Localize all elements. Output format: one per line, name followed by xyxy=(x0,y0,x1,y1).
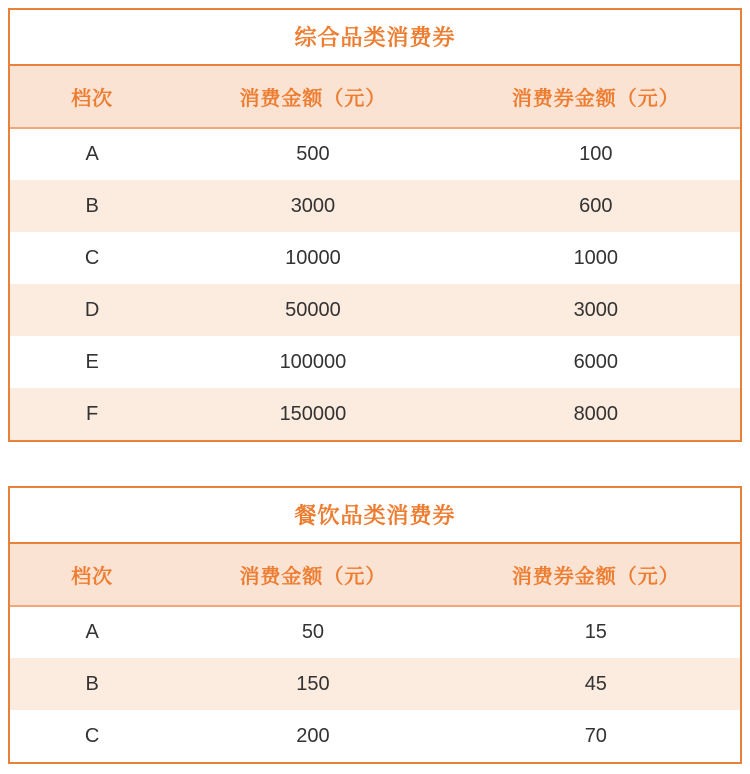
tier-cell: B xyxy=(10,658,174,710)
table-row xyxy=(10,336,740,388)
tier-cell: C xyxy=(10,232,174,284)
spend-amount-cell: 100000 xyxy=(174,336,451,388)
general-voucher-table xyxy=(8,8,742,442)
voucher-amount-cell: 45 xyxy=(452,658,740,710)
spend-amount-cell: 50000 xyxy=(174,284,451,336)
tier-cell: A xyxy=(10,128,174,180)
spend-amount-cell: 3000 xyxy=(174,180,451,232)
table-row xyxy=(10,388,740,440)
voucher-amount-cell: 8000 xyxy=(452,388,740,440)
voucher-amount-cell: 15 xyxy=(452,606,740,658)
table-title: 餐饮品类消费券 xyxy=(10,488,740,544)
header-row xyxy=(10,66,740,128)
table-row xyxy=(10,710,740,762)
spend-amount-cell: 150 xyxy=(174,658,451,710)
voucher-amount-cell: 1000 xyxy=(452,232,740,284)
tier-cell: B xyxy=(10,180,174,232)
spend-amount-cell: 150000 xyxy=(174,388,451,440)
voucher-amount-cell: 600 xyxy=(452,180,740,232)
table-row xyxy=(10,658,740,710)
column-header-spend-amount: 消费金额（元） xyxy=(174,66,451,128)
table-row xyxy=(10,180,740,232)
voucher-amount-cell: 3000 xyxy=(452,284,740,336)
column-header-tier: 档次 xyxy=(10,66,174,128)
header-row xyxy=(10,544,740,606)
tier-cell: C xyxy=(10,710,174,762)
tier-cell: D xyxy=(10,284,174,336)
table-row xyxy=(10,128,740,180)
column-header-voucher-amount: 消费券金额（元） xyxy=(452,544,740,606)
table-row xyxy=(10,606,740,658)
voucher-amount-cell: 6000 xyxy=(452,336,740,388)
spend-amount-cell: 50 xyxy=(174,606,451,658)
column-header-voucher-amount: 消费券金额（元） xyxy=(452,66,740,128)
table-row xyxy=(10,284,740,336)
column-header-tier: 档次 xyxy=(10,544,174,606)
voucher-amount-cell: 70 xyxy=(452,710,740,762)
spend-amount-cell: 200 xyxy=(174,710,451,762)
dining-voucher-table xyxy=(8,486,742,764)
table-title: 综合品类消费券 xyxy=(10,10,740,66)
tier-cell: A xyxy=(10,606,174,658)
voucher-amount-cell: 100 xyxy=(452,128,740,180)
spend-amount-cell: 500 xyxy=(174,128,451,180)
table-row xyxy=(10,232,740,284)
spend-amount-cell: 10000 xyxy=(174,232,451,284)
tier-cell: F xyxy=(10,388,174,440)
tier-cell: E xyxy=(10,336,174,388)
column-header-spend-amount: 消费金额（元） xyxy=(174,544,451,606)
dining-voucher-grid xyxy=(10,544,740,762)
general-voucher-grid xyxy=(10,66,740,440)
